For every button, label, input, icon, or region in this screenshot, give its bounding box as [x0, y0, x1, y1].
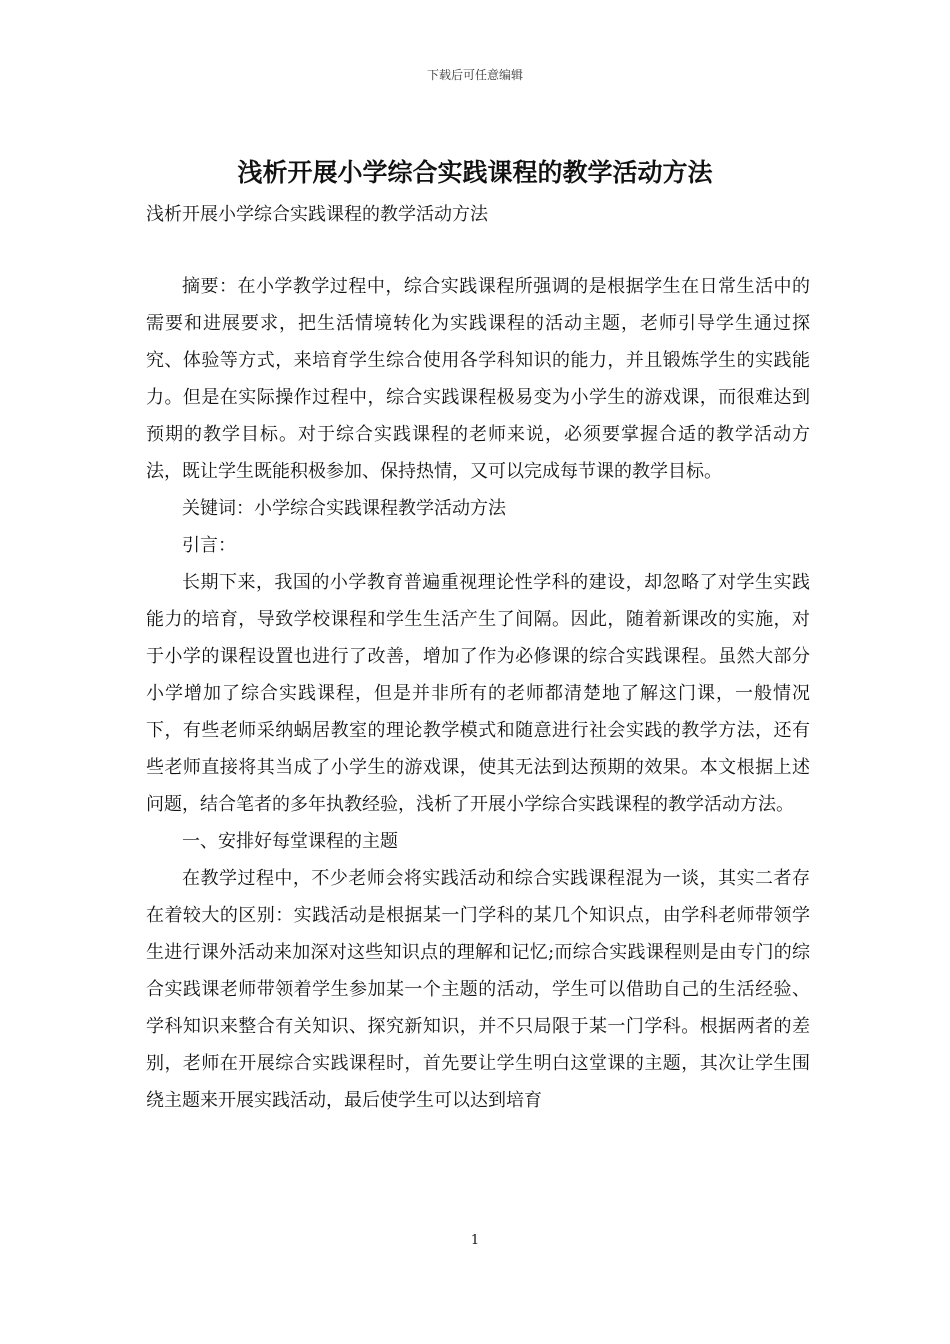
page-number: 1: [470, 1233, 480, 1248]
keywords-paragraph: 关键词：小学综合实践课程教学活动方法: [182, 498, 506, 519]
introduction-paragraph: 长期下来，我国的小学教育普遍重视理论性学科的建设，却忽略了对学生实践能力的培育，导致学校课程和学生生活产生了间隔。因此，随着新课改的实施，对于小学的课程设置也进行了改善，增加了作为必修课的综合实践课程。虽然大部分小学增加了综合实践课程，但是并非所有的老师都清楚地了解这门课，一般情况下，有些老师采纳蜗居教室的理论教学模式和随意进行社会实践的教学方法，还有些老师直接将其当成了小学生的游戏课，使其无法到达预期的效果。本文根据上述问题，结合笔者的多年执教经验，浅析了开展小学综合实践课程的教学活动方法。: [146, 572, 810, 815]
header-note: 下载后可任意编辑: [426, 68, 523, 82]
document-title: 浅析开展小学综合实践课程的教学活动方法: [237, 158, 713, 187]
section-heading-1: 一、安排好每堂课程的主题: [182, 831, 398, 852]
section-paragraph-1: 在教学过程中，不少老师会将实践活动和综合实践课程混为一谈，其实二者存在着较大的区别：实践活动是根据某一门学科的某几个知识点，由学科老师带领学生进行课外活动来加深对这些知识点的理解和记忆;而综合实践课程则是由专门的综合实践课老师带领着学生参加某一个主题的活动，学生可以借助自己的生活经验、学科知识来整合有关知识、探究新知识，并不只局限于某一门学科。根据两者的差别，老师在开展综合实践课程时，首先要让学生明白这堂课的主题，其次让学生围绕主题来开展实践活动，最后使学生可以达到培育: [146, 868, 810, 1111]
document-body: [146, 268, 810, 1119]
introduction-heading: 引言：: [182, 535, 236, 556]
abstract-paragraph: 摘要：在小学教学过程中，综合实践课程所强调的是根据学生在日常生活中的需要和进展要求，把生活情境转化为实践课程的活动主题，老师引导学生通过探究、体验等方式，来培育学生综合使用各学科知识的能力，并且锻炼学生的实践能力。但是在实际操作过程中，综合实践课程极易变为小学生的游戏课，而很难达到预期的教学目标。对于综合实践课程的老师来说，必须要掌握合适的教学活动方法，既让学生既能积极参加、保持热情，又可以完成每节课的教学目标。: [146, 276, 810, 482]
document-subtitle: 浅析开展小学综合实践课程的教学活动方法: [146, 204, 488, 225]
